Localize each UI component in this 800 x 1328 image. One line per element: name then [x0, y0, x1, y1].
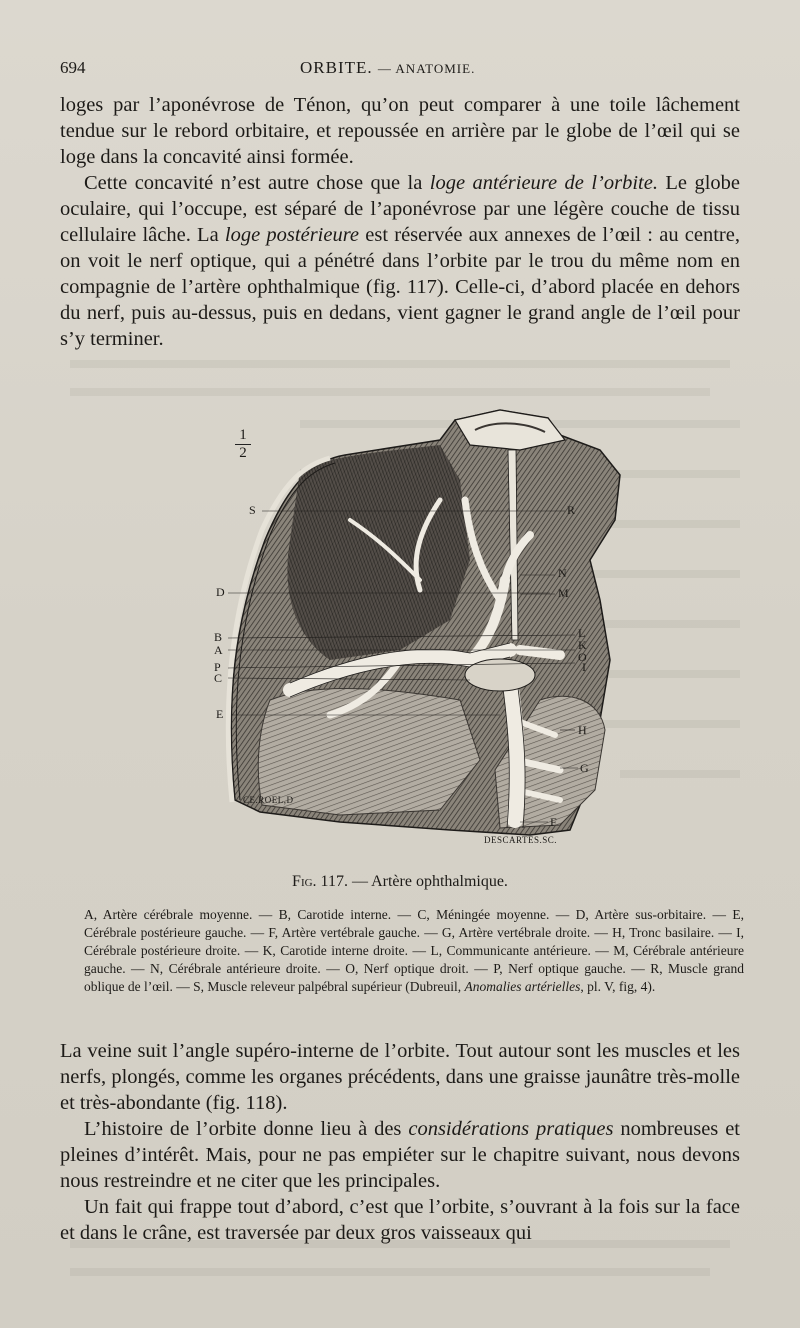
frontal-bone — [455, 410, 565, 450]
text-run: nombreuses et pleines d’intérêt. Mais, pour ne pas empiéter sur le chapitre suivant, nous devons nous restreindre et ne citer que les principales. — [60, 1118, 740, 1192]
figure-legend — [84, 906, 744, 996]
label-c: C — [214, 671, 223, 685]
label-a: A — [214, 643, 223, 657]
scale-denominator: 2 — [239, 445, 247, 461]
figure-number: Fig. 117. — [292, 873, 348, 890]
figure-caption-title — [0, 873, 800, 891]
label-h: H — [578, 723, 587, 737]
label-n: N — [558, 566, 567, 580]
label-m: M — [558, 586, 569, 600]
label-b: B — [214, 630, 223, 644]
text-run: est réservée aux annexes de l’œil : au centre, on voit le nerf optique, qui a pénétré dans l’orbite par le trou du même nom en compagnie de l’artère ophthalmique (fig. 117). Celle-ci, d’abord placée en dehors du nerf, puis au-dessus, puis en dedans, vient gagner le grand angle de l’œil pour s’y terminer. — [60, 224, 740, 350]
label-e: E — [216, 707, 224, 721]
legend-text-end: , pl. V, fig, 4). — [580, 979, 656, 994]
emphasis-considerations: considérations pratiques — [408, 1118, 614, 1140]
page-number: 694 — [60, 58, 86, 77]
running-title-main: ORBITE. — [300, 58, 373, 77]
legend-text: A, Artère cérébrale moyenne. — B, Carotide interne. — C, Méningée moyenne. — D, Artère sus-orbitaire. — E, Cérébrale postérieure gauche. — F, Artère vertébrale gauche. — G, Artère vertébrale droite. — H, Tronc basilaire. — I, Cérébrale postérieure droite. — K, Carotide interne droite. — L, Communicante antérieure. — M, Cérébrale antérieure gauche. — N, Cérébrale antérieure droite. — O, Nerf optique droit. — P, Nerf optique gauche. — R, Muscle grand oblique de l’œil. — S, Muscle releveur palpébral supérieur (Dubreuil, — [84, 907, 744, 994]
label-k: K — [578, 638, 587, 652]
paragraph-histoire — [60, 1116, 740, 1194]
label-p: P — [214, 660, 221, 674]
legend-citation-title: Anomalies artérielles — [464, 979, 581, 994]
label-o: O — [578, 650, 587, 664]
bottom-text-block — [60, 1038, 740, 1246]
emphasis-loge-anterieure: loge antérieure de l’orbite. — [429, 172, 658, 194]
paragraph-continuation: loges par l’aponévrose de Ténon, qu’on peut comparer à une toile lâchement tendue sur le rebord orbitaire, et repoussée en arrière par le globe de l’œil qui se loge dans la concavité ainsi formée. — [60, 94, 740, 168]
figure-title: — Artère ophthalmique. — [347, 873, 508, 890]
label-l: L — [578, 626, 586, 640]
scale-numerator: 1 — [239, 427, 247, 443]
label-f: F — [550, 815, 557, 829]
paragraph-fait: Un fait qui frappe tout d’abord, c’est que l’orbite, s’ouvrant à la fois sur la face et dans le crâne, est traversée par deux gros vaisseaux qui — [60, 1196, 740, 1244]
label-g: G — [580, 761, 589, 775]
engraver-signature-right: DESCARTES.SC. — [484, 835, 557, 845]
engraver-signature-left: CE.ROEL,D — [243, 795, 294, 805]
paragraph-veine: La veine suit l’angle supéro-interne de l’orbite. Tout autour sont les muscles et les nerfs, plongés, comme les organes précédents, dans une graisse jaunâtre très-molle et très-abondante (fig. 118). — [60, 1040, 740, 1114]
text-run: L’histoire de l’orbite donne lieu à des — [84, 1118, 409, 1140]
label-s: S — [249, 503, 256, 517]
label-i: I — [582, 660, 586, 674]
running-title-sub: — ANATOMIE. — [377, 61, 476, 76]
emphasis-loge-posterieure: loge postérieure — [224, 224, 360, 246]
label-d: D — [216, 585, 225, 599]
text-run: Le globe oculaire, qui l’occupe, est séparé de l’aponévrose par une légère couche de tissu cellulaire lâche. La — [60, 172, 740, 246]
label-r: R — [567, 503, 576, 517]
text-run: Cette concavité n’est autre chose que la — [84, 172, 430, 194]
